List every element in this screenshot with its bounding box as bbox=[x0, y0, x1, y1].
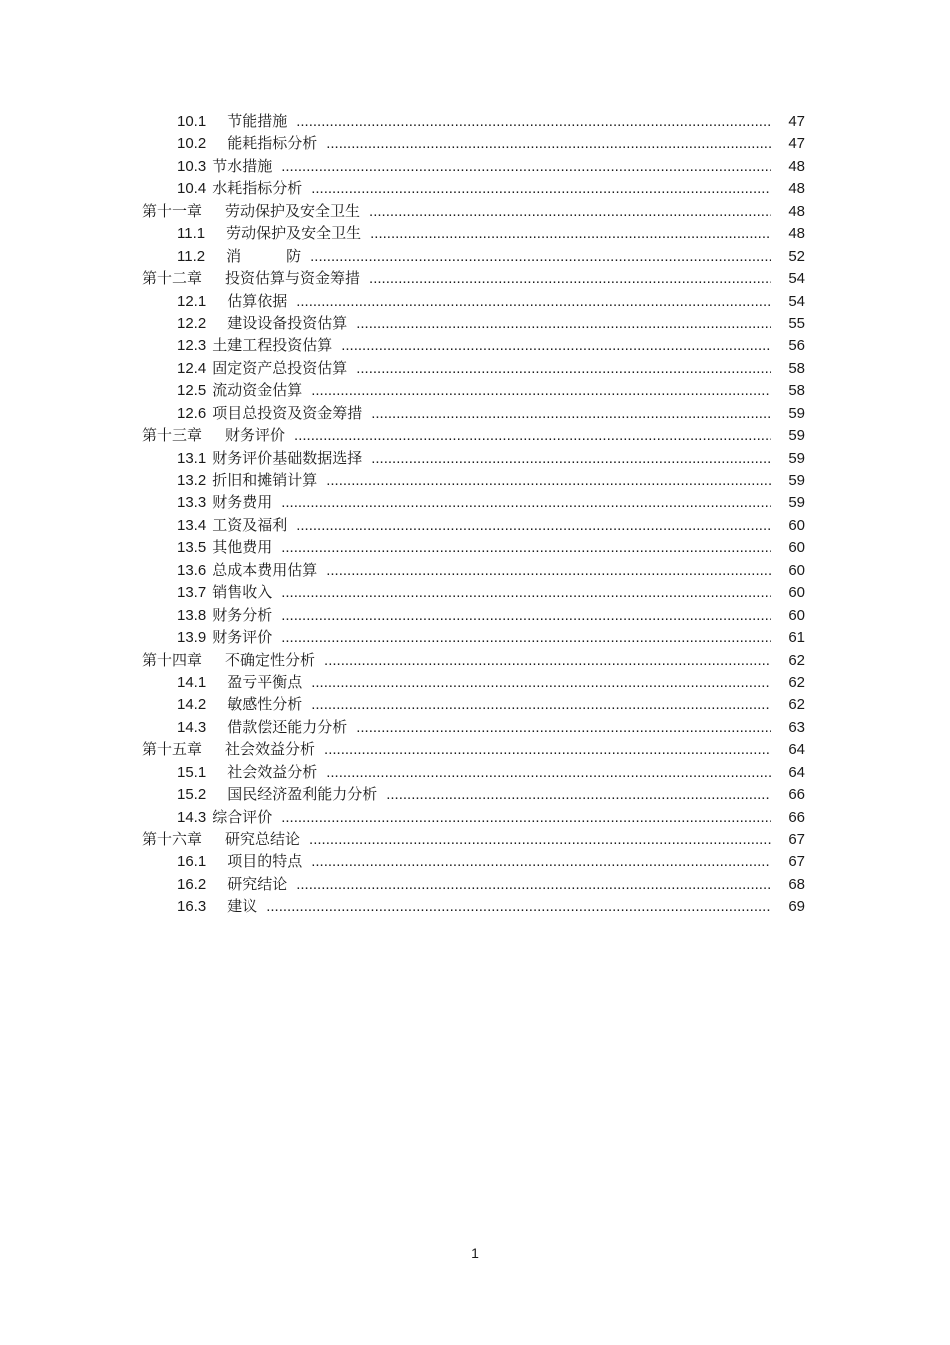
toc-entry-page: 60 bbox=[788, 606, 805, 624]
dot-leader bbox=[281, 605, 771, 627]
toc-entry bbox=[142, 470, 805, 492]
toc-entry-page: 68 bbox=[788, 875, 805, 893]
toc-entry-number: 13.3 bbox=[177, 494, 207, 512]
dot-leader bbox=[326, 762, 771, 784]
dot-leader bbox=[371, 403, 771, 425]
toc-entry-page: 60 bbox=[788, 584, 805, 602]
toc-entry-page: 62 bbox=[788, 651, 805, 669]
toc-entry-number: 13.6 bbox=[177, 561, 207, 579]
toc-entry-title: 项目的特点 bbox=[227, 853, 303, 871]
toc-entry-number: 第十一章 bbox=[142, 202, 203, 220]
toc-entry-page: 59 bbox=[788, 427, 805, 445]
toc-entry-page: 47 bbox=[788, 135, 805, 153]
dot-leader bbox=[310, 246, 771, 268]
toc-entry-page: 66 bbox=[788, 808, 805, 826]
toc-entry-number: 12.5 bbox=[177, 382, 207, 400]
toc-entry-page: 48 bbox=[788, 180, 805, 198]
dot-leader bbox=[296, 111, 771, 133]
toc-entry-number: 10.3 bbox=[177, 157, 207, 175]
toc-entry bbox=[142, 111, 805, 133]
toc-entry-number: 12.4 bbox=[177, 359, 207, 377]
dot-leader bbox=[341, 335, 771, 357]
toc-entry-page: 69 bbox=[788, 898, 805, 916]
toc-entry-number: 16.3 bbox=[177, 898, 207, 916]
dot-leader bbox=[326, 133, 771, 155]
toc-entry-title: 建议 bbox=[227, 898, 258, 916]
toc-entry-page: 48 bbox=[788, 225, 805, 243]
toc-entry-number: 11.1 bbox=[177, 225, 206, 243]
toc-entry-number: 13.1 bbox=[177, 449, 207, 467]
dot-leader bbox=[294, 425, 771, 447]
toc-entry-title: 财务评价基础数据选择 bbox=[212, 449, 363, 467]
toc-entry bbox=[142, 133, 805, 155]
toc-entry bbox=[142, 201, 805, 223]
toc-entry-title: 研究总结论 bbox=[225, 831, 301, 848]
toc-entry bbox=[142, 896, 805, 918]
dot-leader bbox=[311, 851, 771, 873]
toc-entry-page: 59 bbox=[788, 404, 805, 422]
toc-entry-title: 能耗指标分析 bbox=[227, 135, 318, 153]
page-number: 1 bbox=[471, 1245, 479, 1261]
toc-entry-title: 节水措施 bbox=[212, 157, 273, 175]
toc-entry-title: 销售收入 bbox=[212, 584, 273, 602]
toc-entry-page: 67 bbox=[788, 831, 805, 848]
toc-entry-number: 13.8 bbox=[177, 606, 207, 624]
dot-leader bbox=[311, 178, 771, 200]
toc-entry bbox=[142, 874, 805, 896]
toc-entry bbox=[142, 605, 805, 627]
toc-entry-number: 12.6 bbox=[177, 404, 207, 422]
toc-entry-page: 58 bbox=[788, 382, 805, 400]
dot-leader bbox=[266, 896, 771, 918]
toc-entry-number: 13.4 bbox=[177, 516, 207, 534]
dot-leader bbox=[281, 492, 771, 514]
toc-entry-title: 盈亏平衡点 bbox=[227, 673, 303, 691]
toc-entry-page: 59 bbox=[788, 449, 805, 467]
toc-entry bbox=[142, 582, 805, 604]
dot-leader bbox=[326, 470, 771, 492]
toc-entry bbox=[142, 717, 805, 739]
toc-entry-title: 工资及福利 bbox=[212, 516, 288, 534]
toc-entry-number: 15.2 bbox=[177, 786, 207, 804]
toc-entry bbox=[142, 178, 805, 200]
toc-entry-title: 固定资产总投资估算 bbox=[212, 359, 348, 377]
toc-entry-title: 国民经济盈利能力分析 bbox=[227, 786, 378, 804]
toc-entry bbox=[142, 807, 805, 829]
dot-leader bbox=[281, 627, 771, 649]
dot-leader bbox=[326, 560, 771, 582]
toc-entry-title: 社会效益分析 bbox=[227, 763, 318, 781]
toc-entry bbox=[142, 627, 805, 649]
toc-entry-number: 13.5 bbox=[177, 539, 207, 557]
toc-entry-title: 社会效益分析 bbox=[225, 741, 316, 759]
toc-entry-page: 55 bbox=[788, 314, 805, 332]
toc-entry-number: 13.7 bbox=[177, 584, 207, 602]
dot-leader bbox=[281, 807, 771, 829]
toc-entry-title: 土建工程投资估算 bbox=[212, 337, 333, 355]
toc-entry-page: 48 bbox=[788, 157, 805, 175]
toc-entry-title: 劳动保护及安全卫生 bbox=[225, 202, 361, 220]
toc-entry-number: 14.1 bbox=[177, 673, 207, 691]
toc-entry bbox=[142, 313, 805, 335]
dot-leader bbox=[369, 268, 771, 290]
toc-entry-number: 10.4 bbox=[177, 180, 207, 198]
toc-entry-number: 15.1 bbox=[177, 763, 207, 781]
toc-entry bbox=[142, 784, 805, 806]
toc-entry bbox=[142, 223, 805, 245]
page-footer bbox=[0, 1245, 950, 1261]
dot-leader bbox=[311, 380, 771, 402]
toc-entry bbox=[142, 851, 805, 873]
dot-leader bbox=[386, 784, 771, 806]
toc-entry-title: 财务分析 bbox=[212, 606, 273, 624]
toc-entry-number: 14.3 bbox=[177, 718, 207, 736]
toc-entry-page: 58 bbox=[788, 359, 805, 377]
toc-entry bbox=[142, 829, 805, 851]
dot-leader bbox=[356, 313, 771, 335]
toc-entry-number: 第十六章 bbox=[142, 831, 203, 848]
dot-leader bbox=[371, 448, 771, 470]
toc-entry bbox=[142, 358, 805, 380]
toc-entry-page: 64 bbox=[788, 763, 805, 781]
toc-entry bbox=[142, 537, 805, 559]
toc-entry-page: 47 bbox=[788, 113, 805, 130]
toc-entry bbox=[142, 268, 805, 290]
toc-entry-number: 13.9 bbox=[177, 629, 207, 647]
toc-entry-page: 60 bbox=[788, 516, 805, 534]
toc-entry bbox=[142, 403, 805, 425]
toc-entry-page: 62 bbox=[788, 696, 805, 714]
toc-entry-title: 财务评价 bbox=[212, 629, 273, 647]
toc-entry-title: 研究结论 bbox=[227, 875, 288, 893]
toc-entry-title: 折旧和摊销计算 bbox=[212, 472, 318, 489]
toc-entry-title: 综合评价 bbox=[212, 808, 273, 826]
toc-entry-title: 财务费用 bbox=[212, 494, 273, 512]
dot-leader bbox=[296, 515, 771, 537]
toc-entry-page: 62 bbox=[788, 673, 805, 691]
toc-entry-title: 借款偿还能力分析 bbox=[227, 718, 348, 736]
toc-entry-title: 劳动保护及安全卫生 bbox=[226, 225, 362, 243]
toc-entry-page: 61 bbox=[788, 629, 805, 647]
dot-leader bbox=[309, 829, 771, 851]
toc-entry bbox=[142, 380, 805, 402]
toc-entry bbox=[142, 694, 805, 716]
toc-entry-number: 第十三章 bbox=[142, 427, 203, 445]
toc-entry bbox=[142, 515, 805, 537]
toc-entry-number: 第十二章 bbox=[142, 270, 203, 288]
toc-entry-page: 67 bbox=[788, 853, 805, 871]
toc-entry-title: 其他费用 bbox=[212, 539, 273, 557]
toc-entry-page: 60 bbox=[788, 561, 805, 579]
dot-leader bbox=[369, 201, 771, 223]
toc-entry bbox=[142, 560, 805, 582]
toc-entry-title: 项目总投资及资金筹措 bbox=[212, 404, 363, 422]
toc-entry-title: 财务评价 bbox=[225, 427, 286, 445]
toc-entry bbox=[142, 246, 805, 268]
toc-entry-page: 64 bbox=[788, 741, 805, 759]
toc-entry bbox=[142, 650, 805, 672]
toc-entry-title: 总成本费用估算 bbox=[212, 561, 318, 579]
toc-entry bbox=[142, 335, 805, 357]
toc-entry bbox=[142, 762, 805, 784]
dot-leader bbox=[311, 672, 771, 694]
toc-entry-number: 13.2 bbox=[177, 472, 207, 489]
toc-entry-title: 不确定性分析 bbox=[225, 651, 316, 669]
toc-entry-page: 48 bbox=[788, 202, 805, 220]
toc-entry bbox=[142, 739, 805, 761]
dot-leader bbox=[356, 358, 771, 380]
toc-entry-title: 水耗指标分析 bbox=[212, 180, 303, 198]
toc-entry-number: 第十四章 bbox=[142, 651, 203, 669]
toc-entry-number: 14.3 bbox=[177, 808, 207, 826]
dot-leader bbox=[296, 874, 771, 896]
toc-entry-page: 56 bbox=[788, 337, 805, 355]
toc-entry bbox=[142, 672, 805, 694]
toc-entry-number: 12.1 bbox=[177, 292, 207, 310]
dot-leader bbox=[281, 582, 771, 604]
toc-entry-title: 消 防 bbox=[226, 247, 302, 265]
dot-leader bbox=[296, 291, 771, 313]
toc-entry-number: 11.2 bbox=[177, 247, 206, 265]
toc-entry-title: 流动资金估算 bbox=[212, 382, 303, 400]
toc-entry-number: 10.1 bbox=[177, 113, 207, 130]
toc-entry bbox=[142, 156, 805, 178]
toc-entry-title: 节能措施 bbox=[227, 113, 288, 130]
toc-entry bbox=[142, 425, 805, 447]
dot-leader bbox=[311, 694, 771, 716]
toc-entry-page: 52 bbox=[788, 247, 805, 265]
toc-entry-title: 建设设备投资估算 bbox=[227, 314, 348, 332]
toc-entry bbox=[142, 492, 805, 514]
toc-entry-page: 63 bbox=[788, 718, 805, 736]
toc-entry-page: 60 bbox=[788, 539, 805, 557]
toc-entry-number: 12.3 bbox=[177, 337, 207, 355]
dot-leader bbox=[324, 739, 771, 761]
toc-entry-page: 54 bbox=[788, 270, 805, 288]
dot-leader bbox=[356, 717, 771, 739]
toc-entry-title: 敏感性分析 bbox=[227, 696, 303, 714]
toc-entry-number: 第十五章 bbox=[142, 741, 203, 759]
toc-entry-number: 14.2 bbox=[177, 696, 207, 714]
toc-entry-number: 16.1 bbox=[177, 853, 207, 871]
dot-leader bbox=[324, 650, 771, 672]
dot-leader bbox=[281, 537, 771, 559]
toc-entry-page: 59 bbox=[788, 472, 805, 489]
toc-entry-page: 66 bbox=[788, 786, 805, 804]
toc-entry-title: 估算依据 bbox=[227, 292, 288, 310]
toc-entry-number: 16.2 bbox=[177, 875, 207, 893]
table-of-contents bbox=[142, 111, 805, 919]
dot-leader bbox=[281, 156, 771, 178]
toc-entry-number: 12.2 bbox=[177, 314, 207, 332]
toc-entry bbox=[142, 291, 805, 313]
toc-entry-page: 54 bbox=[788, 292, 805, 310]
toc-entry-title: 投资估算与资金筹措 bbox=[225, 270, 361, 288]
dot-leader bbox=[370, 223, 771, 245]
toc-entry bbox=[142, 448, 805, 470]
toc-entry-number: 10.2 bbox=[177, 135, 207, 153]
toc-entry-page: 59 bbox=[788, 494, 805, 512]
